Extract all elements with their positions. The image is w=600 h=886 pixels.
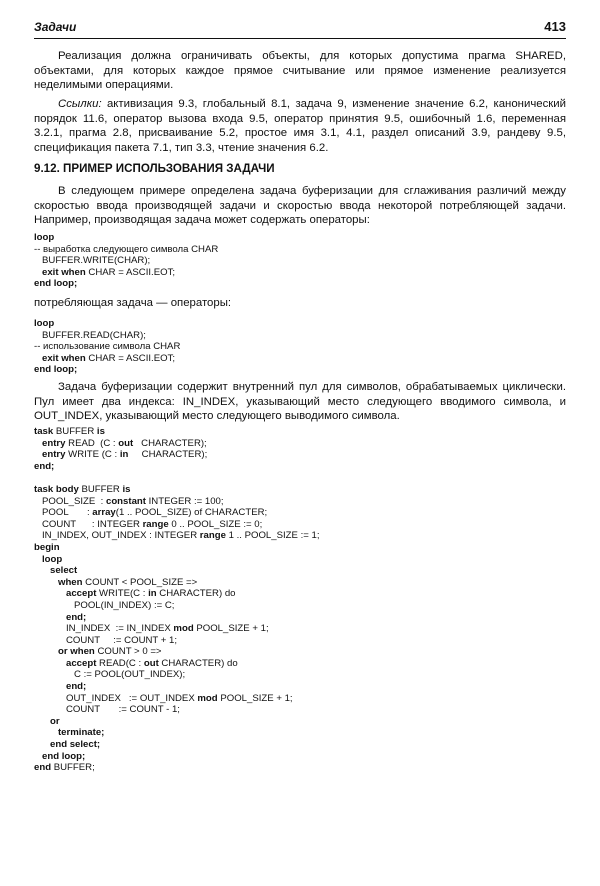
code-line [34,646,320,658]
code-line [34,496,320,508]
code-line [34,519,320,531]
code-text: WRITE (C : [65,449,120,461]
code-line [34,716,320,728]
code-text: CHARACTER); [128,449,208,461]
code-line [34,438,320,450]
code-keyword: loop [34,553,63,565]
code-line [34,658,320,670]
code-line [34,461,320,473]
code-line [34,739,320,751]
code-keyword: out [118,437,134,449]
code-text: COUNT < POOL_SIZE => [82,576,198,588]
code-text: CHARACTER) do [158,657,238,669]
code-keyword: terminate; [34,727,105,739]
code-text: -- использование символа CHAR [34,341,181,353]
code-text: READ (C : [65,437,119,449]
code-text: BUFFER [53,426,97,437]
code-line [34,704,320,716]
code-line [34,623,320,635]
code-keyword: task [34,426,54,437]
code-text: POOL_SIZE + 1; [217,692,293,704]
code-text: 1 .. POOL_SIZE := 1; [225,530,320,542]
code-line [34,681,320,693]
code-line [34,600,320,612]
body-paragraph-2: потребляющая задача — операторы: [34,297,232,309]
code-keyword: end select; [34,739,101,751]
section-heading [34,162,275,175]
code-line [34,330,180,342]
page-number: 413 [544,19,566,34]
code-keyword: begin [34,541,60,553]
code-text: POOL_SIZE : [34,495,106,507]
links-paragraph [34,97,566,155]
code-keyword: exit when [34,352,86,364]
code-line [34,449,320,461]
code-text: BUFFER.READ(CHAR); [34,329,146,341]
code-text: -- выработка следующего символа CHAR [34,243,219,255]
code-line [34,278,218,290]
code-line [34,244,218,256]
code-block-producer [34,232,218,290]
code-text: WRITE(C : [96,588,149,600]
code-keyword: exit when [34,266,86,278]
code-keyword: when [34,576,83,588]
code-line [34,635,320,647]
code-line [34,267,218,279]
code-line [34,255,218,267]
code-line [34,669,320,681]
code-text: CHAR = ASCII.EOT; [85,266,176,278]
code-text: 0 .. POOL_SIZE := 0; [168,518,263,530]
code-block-buffer-task [34,426,320,774]
code-text: POOL(IN_INDEX) := C; [34,599,175,611]
section-number: 9.12. [34,162,60,175]
code-line [34,232,218,244]
code-line [34,727,320,739]
code-text: OUT_INDEX := OUT_INDEX [34,692,198,704]
code-keyword: in [119,449,129,461]
code-keyword: end; [34,460,55,472]
body-paragraph-1: В следующем примере определена задача буферизации для сглаживания различий между скоростью ввода производящей задачи и скоростью ввода некоторой потребляющей задачи. Например, производящая задача может содержать операторы: [34,185,566,226]
code-keyword: out [143,657,159,669]
code-keyword: or when [34,646,95,658]
code-line [34,762,320,774]
code-keyword: select [34,565,78,577]
code-keyword: end loop; [34,278,78,290]
code-text: COUNT : INTEGER [34,518,143,530]
intro-paragraph: Реализация должна ограничивать объекты, для которых допустима прагма SHARED, объектами, для которых каждое прямое считывание или прямое изменение реализуется неделимыми операциями. [34,50,566,91]
code-line [34,364,180,376]
code-text: CHARACTER) do [156,588,236,600]
code-text: BUFFER.WRITE(CHAR); [34,255,151,267]
code-text: READ(C : [96,657,144,669]
code-text: (1 .. POOL_SIZE) of CHARACTER; [115,507,268,519]
code-text: POOL_SIZE + 1; [193,623,269,635]
code-text: COUNT := COUNT - 1; [34,704,180,716]
code-text: IN_INDEX, OUT_INDEX : INTEGER [34,530,200,542]
code-keyword: mod [197,692,218,704]
code-keyword: end; [34,611,87,623]
code-line [34,507,320,519]
code-keyword: constant [105,495,146,507]
code-keyword: end; [34,681,87,693]
code-line [34,577,320,589]
code-text: C := POOL(OUT_INDEX); [34,669,186,681]
code-text: COUNT := COUNT + 1; [34,634,178,646]
code-keyword: entry [34,437,66,449]
code-line [34,426,320,438]
code-line [34,353,180,365]
code-keyword: range [199,530,226,542]
code-line [34,318,180,330]
code-line [34,751,320,763]
code-text: CHARACTER); [133,437,207,449]
code-keyword: end [34,762,52,774]
code-text: IN_INDEX := IN_INDEX [34,623,174,635]
code-keyword: end loop; [34,364,78,376]
code-keyword: range [142,518,169,530]
code-text: CHAR = ASCII.EOT; [85,352,176,364]
code-text: POOL : [34,507,93,519]
code-keyword: accept [34,588,97,600]
code-block-consumer [34,318,180,376]
code-line [34,612,320,624]
code-line [34,693,320,705]
body-paragraph-3: Задача буферизации содержит внутренний пул для символов, обрабатываемых циклически. Пул имеет два индекса: IN_INDEX, указывающий место следующего вводимого символа, и OUT_INDEX, указывающий место следующего выводимого символа. [34,381,566,422]
running-title: Задачи [34,20,77,34]
code-keyword: is [96,426,105,437]
code-keyword: is [122,483,131,495]
code-line [34,472,320,484]
code-keyword: in [148,588,157,600]
code-line [34,341,180,353]
code-line [34,554,320,566]
code-keyword: loop [34,232,55,243]
code-text: BUFFER; [51,762,95,774]
links-label: Ссылки: [58,98,102,110]
code-line [34,530,320,542]
code-keyword: task body [34,483,79,495]
code-text: COUNT > 0 => [94,646,162,658]
code-line [34,565,320,577]
code-keyword: end loop; [34,750,86,762]
code-keyword: mod [173,623,194,635]
code-keyword: accept [34,657,97,669]
code-keyword: or [34,715,60,727]
code-text: BUFFER [78,483,123,495]
code-keyword: entry [34,449,66,461]
section-title: ПРИМЕР ИСПОЛЬЗОВАНИЯ ЗАДАЧИ [63,162,275,175]
code-line [34,542,320,554]
code-text: INTEGER := 100; [145,495,224,507]
code-line [34,588,320,600]
code-keyword: array [92,507,116,519]
code-line [34,484,320,496]
running-header [34,20,566,39]
code-keyword: loop [34,318,55,329]
links-text: активизация 9.3, глобальный 8.1, задача 9, изменение значение 6.2, канонический порядок 11.6, оператор вызова входа 9.5, оператор принятия 9.5, ошибочный 1.6, переменная 3.2.1, прагма 2.8, присваивание 5.2, простое имя 3.1, 4.1, раздел описаний 3.9, рандеву 9.5, спецификация пакета 7.1, тип 3.3, чтение значения 6.2. [34,98,566,154]
